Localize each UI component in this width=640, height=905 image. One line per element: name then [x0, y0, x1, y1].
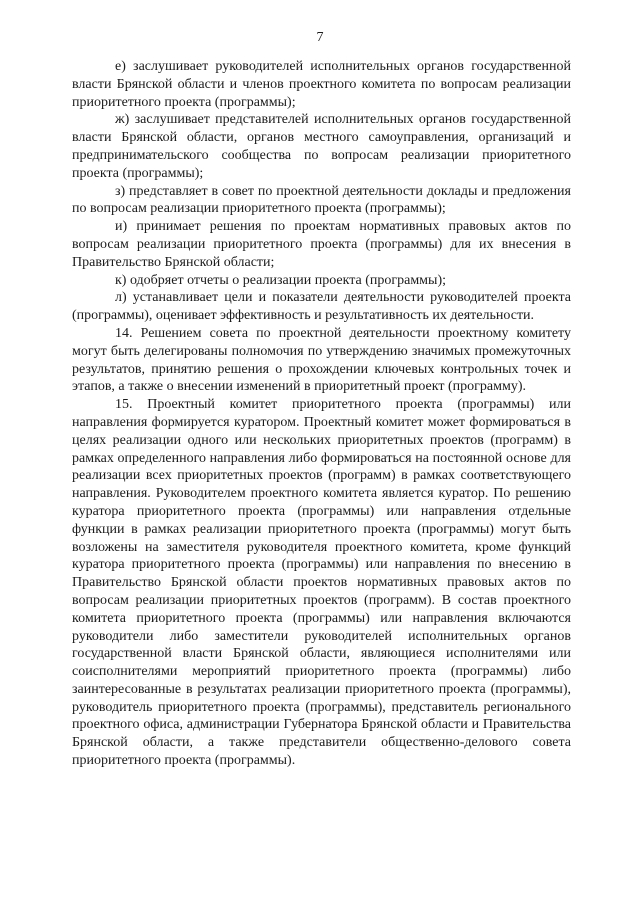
document-body	[72, 58, 571, 770]
page-number: 7	[316, 30, 324, 45]
item-e-paragraph: е) заслушивает руководителей исполнительных органов государственной власти Брянской области и членов проектного комитета по вопросам реализации приоритетного проекта (программы);	[72, 59, 571, 110]
item-l-paragraph: л) устанавливает цели и показатели деятельности руководителей проекта (программы), оценивает эффективность и результативность их деятельности.	[72, 290, 571, 324]
item-zh-paragraph: ж) заслушивает представителей исполнительных органов государственной власти Брянской области, органов местного самоуправления, организаций и предпринимательского сообщества по вопросам реализации приоритетного проекта (программы);	[72, 112, 571, 181]
item-i-paragraph: и) принимает решения по проектам нормативных правовых актов по вопросам реализации приоритетного проекта (программы) для их внесения в Правительство Брянской области;	[72, 219, 571, 270]
clause-14-paragraph: 14. Решением совета по проектной деятельности проектному комитету могут быть делегированы полномочия по утверждению значимых промежуточных результатов, принятию решения о прохождении ключевых контрольных точек и этапов, а также о внесении изменений в приоритетный проект (программу).	[72, 325, 571, 395]
item-z-paragraph: з) представляет в совет по проектной деятельности доклады и предложения по вопросам реализации приоритетного проекта (программы);	[72, 183, 571, 217]
item-k-paragraph: к) одобряет отчеты о реализации проекта (программы);	[115, 272, 446, 288]
clause-15-paragraph: 15. Проектный комитет приоритетного проекта (программы) или направления формируется куратором. Проектный комитет может формироваться в целях реализации одного или нескольких приоритетных проектов (программ) в рамках определенного направления либо формироваться на постоянной основе для реализации всех приоритетных проектов (программ) в рамках соответствующего направления. Руководителем проектного комитета является куратор. По решению куратора приоритетного проекта (программы) или направления отдельные функции в рамках реализации приоритетного проекта (программы) могут быть возложены на заместителя руководителя проектного комитета, кроме функций куратора приоритетного проекта (программы) или направления по внесению в Правительство Брянской области проектов нормативных правовых актов по вопросам реализации приоритетных проектов (программ). В состав проектного комитета приоритетного проекта (программы) или направления включаются руководители либо заместители руководителей исполнительных органов государственной власти Брянской области, являющиеся исполнителями или соисполнителями мероприятий приоритетного проекта (программы) либо заинтересованные в результатах реализации приоритетного проекта (программы), руководитель приоритетного проекта (программы), представитель регионального проектного офиса, администрации Губернатора Брянской области и Правительства Брянской области, а также представители общественно-делового совета приоритетного проекта (программы).	[72, 397, 571, 769]
